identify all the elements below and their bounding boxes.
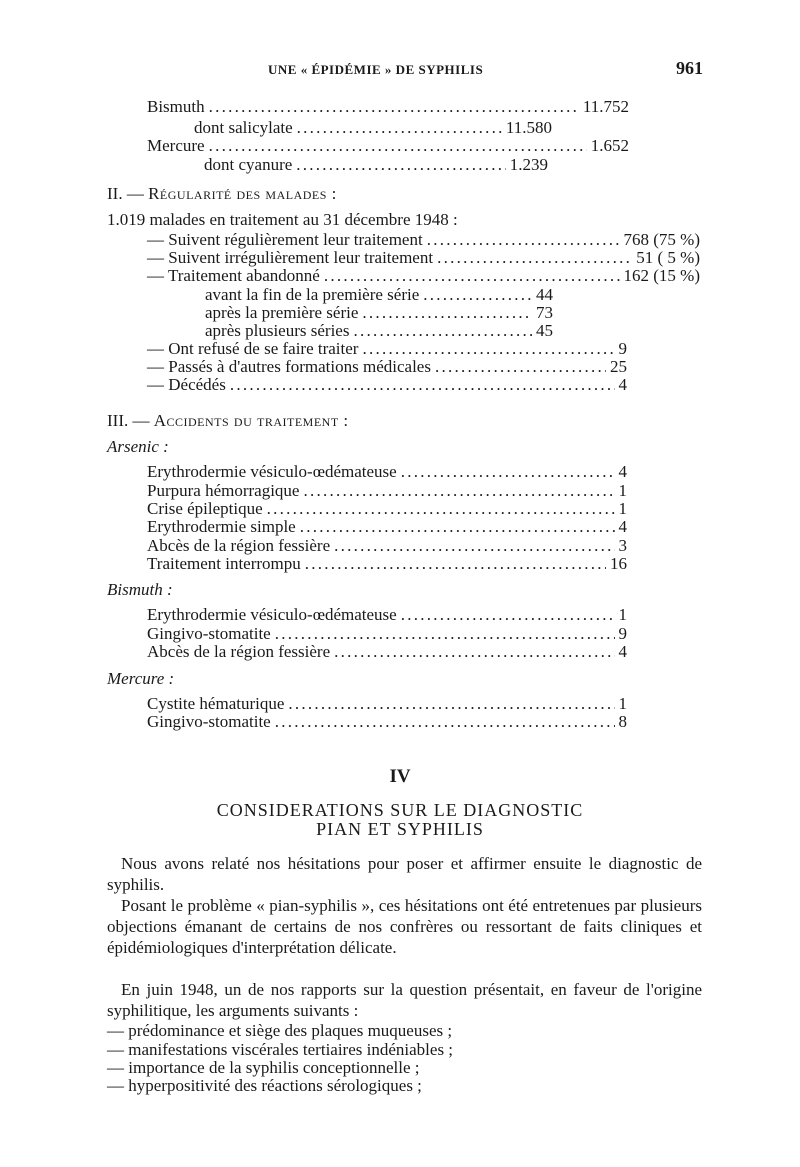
leader-dots xyxy=(288,694,614,714)
section-numeral: II. — xyxy=(107,184,144,203)
list-item xyxy=(147,248,700,268)
item-label: Purpura hémorragique xyxy=(147,481,300,500)
leader-dots xyxy=(303,481,614,501)
item-label: — Traitement abandonné xyxy=(147,266,320,285)
section-heading-2 xyxy=(107,184,337,204)
list-item xyxy=(204,155,548,175)
leader-dots xyxy=(334,642,614,662)
list-item xyxy=(147,694,627,714)
page-number: 961 xyxy=(676,58,703,78)
leader-dots xyxy=(305,554,606,574)
section-title: Régularité des malades : xyxy=(148,184,337,203)
section-intro: 1.019 malades en traitement au 31 décembre 1948 : xyxy=(107,210,458,229)
item-value: 1 xyxy=(618,499,627,518)
item-value: 4 xyxy=(618,462,627,481)
item-label: Abcès de la région fessière xyxy=(147,536,331,555)
item-label: — Ont refusé de se faire traiter xyxy=(147,339,359,358)
argument-item: — importance de la syphilis conceptionnelle ; xyxy=(107,1058,420,1077)
item-value: 4 xyxy=(618,375,627,394)
list-item xyxy=(147,642,627,662)
item-label: après plusieurs séries xyxy=(205,321,350,340)
item-value: 44 xyxy=(536,285,553,304)
item-value: 3 xyxy=(618,536,627,555)
item-label: Mercure xyxy=(147,136,205,155)
item-value: 1 xyxy=(618,605,627,624)
item-label: Traitement interrompu xyxy=(147,554,301,573)
leader-dots xyxy=(401,605,615,625)
list-item xyxy=(205,321,553,341)
leader-dots xyxy=(296,155,505,175)
item-label: Bismuth xyxy=(147,97,205,116)
item-value: 1 xyxy=(618,481,627,500)
leader-dots xyxy=(297,118,502,138)
item-label: Erythrodermie vésiculo-œdémateuse xyxy=(147,605,397,624)
leader-dots xyxy=(209,97,579,117)
leader-dots xyxy=(427,230,620,250)
list-item xyxy=(147,517,627,537)
item-value: 51 ( 5 %) xyxy=(636,248,700,267)
group-heading-bismuth: Bismuth : xyxy=(107,580,173,599)
item-value: 11.752 xyxy=(582,97,629,116)
paragraph-1: Nous avons relaté nos hésitations pour poser et affirmer ensuite le diagnostic de syphilis. xyxy=(107,854,702,894)
item-label: avant la fin de la première série xyxy=(205,285,420,304)
item-value: 768 (75 %) xyxy=(623,230,700,249)
list-item xyxy=(147,554,627,574)
leader-dots xyxy=(230,375,615,395)
item-label: — Décédés xyxy=(147,375,226,394)
item-value: 162 (15 %) xyxy=(623,266,700,285)
item-value: 11.580 xyxy=(505,118,552,137)
item-label: — Passés à d'autres formations médicales xyxy=(147,357,431,376)
list-item xyxy=(194,118,552,138)
leader-dots xyxy=(267,499,615,519)
item-value: 16 xyxy=(610,554,627,573)
leader-dots xyxy=(275,624,615,644)
section-heading-3 xyxy=(107,411,349,431)
list-item xyxy=(147,97,629,117)
leader-dots xyxy=(334,536,614,556)
list-item xyxy=(147,605,627,625)
item-label: Gingivo-stomatite xyxy=(147,712,271,731)
chapter-title-line-1: CONSIDERATIONS SUR LE DIAGNOSTIC xyxy=(216,800,584,820)
item-value: 1.652 xyxy=(590,136,629,155)
leader-dots xyxy=(324,266,620,286)
leader-dots xyxy=(209,136,587,156)
paragraph-3: En juin 1948, un de nos rapports sur la question présentait, en faveur de l'origine syphilitique, les arguments suivants : xyxy=(107,980,702,1020)
list-item xyxy=(205,285,553,305)
leader-dots xyxy=(353,321,532,341)
item-label: Abcès de la région fessière xyxy=(147,642,331,661)
leader-dots xyxy=(435,357,606,377)
item-label: dont cyanure xyxy=(204,155,293,174)
list-item xyxy=(147,536,627,556)
leader-dots xyxy=(275,712,615,732)
item-label: Cystite hématurique xyxy=(147,694,285,713)
leader-dots xyxy=(300,517,615,537)
argument-item: — prédominance et siège des plaques muqueuses ; xyxy=(107,1021,453,1040)
item-label: Erythrodermie simple xyxy=(147,517,296,536)
item-value: 8 xyxy=(618,712,627,731)
section-title: Accidents du traitement : xyxy=(153,411,349,430)
chapter-title-line-2: PIAN ET SYPHILIS xyxy=(316,819,484,839)
list-item xyxy=(147,339,627,359)
item-value: 45 xyxy=(536,321,553,340)
argument-item: — hyperpositivité des réactions sérologiques ; xyxy=(107,1076,422,1095)
list-item xyxy=(147,230,700,250)
item-label: — Suivent régulièrement leur traitement xyxy=(147,230,423,249)
item-label: après la première série xyxy=(205,303,359,322)
list-item xyxy=(147,136,629,156)
paragraph-2: Posant le problème « pian-syphilis », ces hésitations ont été entretenues par plusieurs objections émanant de certains de nos confrères ou ressortant de faits cliniques et épidémiologiques d'interprétation délicate. xyxy=(107,896,702,957)
leader-dots xyxy=(401,462,615,482)
list-item xyxy=(147,624,627,644)
item-label: — Suivent irrégulièrement leur traitement xyxy=(147,248,434,267)
item-value: 9 xyxy=(618,339,627,358)
item-value: 73 xyxy=(536,303,553,322)
list-item xyxy=(205,303,553,323)
list-item xyxy=(147,375,627,395)
item-label: Erythrodermie vésiculo-œdémateuse xyxy=(147,462,397,481)
item-label: Crise épileptique xyxy=(147,499,263,518)
list-item xyxy=(147,481,627,501)
item-label: dont salicylate xyxy=(194,118,293,137)
item-value: 9 xyxy=(618,624,627,643)
group-heading-mercure: Mercure : xyxy=(107,669,175,688)
leader-dots xyxy=(423,285,532,305)
section-numeral: III. — xyxy=(107,411,150,430)
item-value: 4 xyxy=(618,642,627,661)
list-item xyxy=(147,462,627,482)
leader-dots xyxy=(362,303,532,323)
item-value: 1 xyxy=(618,694,627,713)
item-label: Gingivo-stomatite xyxy=(147,624,271,643)
item-value: 25 xyxy=(610,357,627,376)
chapter-numeral: IV xyxy=(389,766,411,787)
group-heading-arsenic: Arsenic : xyxy=(107,437,169,456)
leader-dots xyxy=(437,248,632,268)
list-item xyxy=(147,357,627,377)
item-value: 1.239 xyxy=(509,155,548,174)
argument-item: — manifestations viscérales tertiaires indéniables ; xyxy=(107,1040,454,1059)
list-item xyxy=(147,266,700,286)
list-item xyxy=(147,712,627,732)
leader-dots xyxy=(362,339,614,359)
running-header: UNE « ÉPIDÉMIE » DE SYPHILIS xyxy=(268,62,484,77)
item-value: 4 xyxy=(618,517,627,536)
list-item xyxy=(147,499,627,519)
